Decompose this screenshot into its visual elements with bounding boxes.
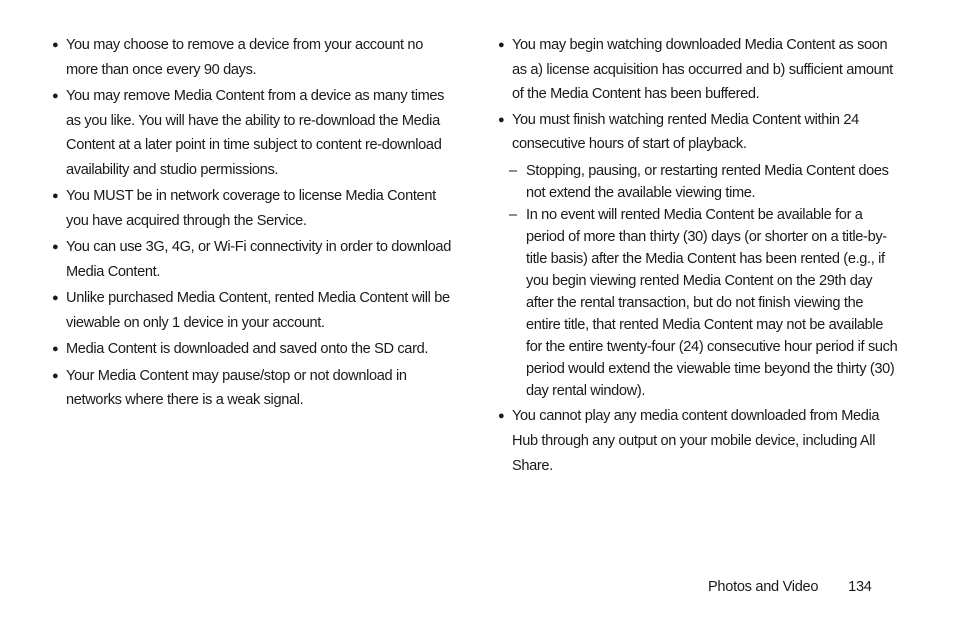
bullet-dot-icon: ● — [52, 190, 59, 203]
bullet-item — [52, 184, 452, 233]
dash-icon: – — [509, 207, 517, 224]
sub-list-text: Stopping, pausing, or restarting rented Media Content does not extend the available viewing time. — [526, 163, 889, 202]
bullet-text: You must finish watching rented Media Content within 24 consecutive hours of start of playback. — [512, 111, 859, 153]
bullet-text: Media Content is downloaded and saved onto the SD card. — [66, 341, 429, 358]
bullet-dot-icon: ● — [498, 113, 505, 126]
bullet-item — [52, 84, 452, 183]
bullet-dot-icon: ● — [52, 90, 59, 102]
sub-list-text: In no event will rented Media Content be available for a period of more than thirty (30) days (or shorter on a title-by-title basis) after the Media Content has been rented (e.g., if you begin viewing rented Media Content on the 29th day after the rental transaction, but do not finish viewing the entire title, that rented Media Content may not be available for the entire twenty-four (24) consecutive hour period if such period would extend the viewable time beyond the thirty (30) day rental window). — [526, 207, 898, 400]
bullet-dot-icon: ● — [52, 292, 59, 305]
bullet-text: You may remove Media Content from a device as many times as you like. You will have the ability to re-download the Media Content at a later point in time subject to content re-download availability and studio permissions. — [66, 88, 445, 179]
sub-list — [498, 160, 898, 402]
footer-section-title: Photos and Video — [708, 579, 819, 595]
bullet-text: You can use 3G, 4G, or Wi-Fi connectivity in order to download Media Content. — [66, 239, 451, 281]
bullet-text: You may choose to remove a device from your account no more than once every 90 days. — [66, 37, 423, 78]
bullet-dot-icon: ● — [52, 369, 59, 382]
sub-list-item — [498, 160, 898, 204]
bullet-dot-icon: ● — [498, 410, 505, 423]
bullet-dot-icon: ● — [52, 241, 59, 254]
bullet-text: You MUST be in network coverage to license Media Content you have acquired through the Service. — [66, 188, 436, 230]
bullet-item — [52, 286, 452, 335]
bullet-text: Your Media Content may pause/stop or not download in networks where there is a weak signal. — [66, 367, 407, 409]
bullet-dot-icon: ● — [52, 343, 59, 356]
dash-icon: – — [509, 163, 517, 180]
bullet-text: Unlike purchased Media Content, rented Media Content will be viewable on only 1 device in your account. — [66, 290, 450, 332]
bullet-item — [52, 33, 452, 82]
bullet-item — [52, 337, 452, 362]
bullet-text: You cannot play any media content downloaded from Media Hub through any output on your mobile device, including All Share. — [512, 408, 880, 474]
bullet-item — [498, 108, 898, 157]
bullet-item — [498, 33, 898, 107]
bullet-item — [498, 404, 898, 478]
right-column — [498, 33, 898, 479]
bullet-text: You may begin watching downloaded Media Content as soon as a) license acquisition has occurred and b) sufficient amount of the Media Content has been buffered. — [512, 37, 893, 103]
sub-list-item — [498, 204, 898, 402]
left-column — [52, 33, 452, 415]
bullet-item — [52, 235, 452, 284]
page-footer — [708, 579, 872, 595]
bullet-dot-icon: ● — [52, 39, 59, 51]
page-number: 134 — [848, 579, 872, 595]
bullet-item — [52, 364, 452, 413]
bullet-dot-icon: ● — [498, 39, 505, 51]
